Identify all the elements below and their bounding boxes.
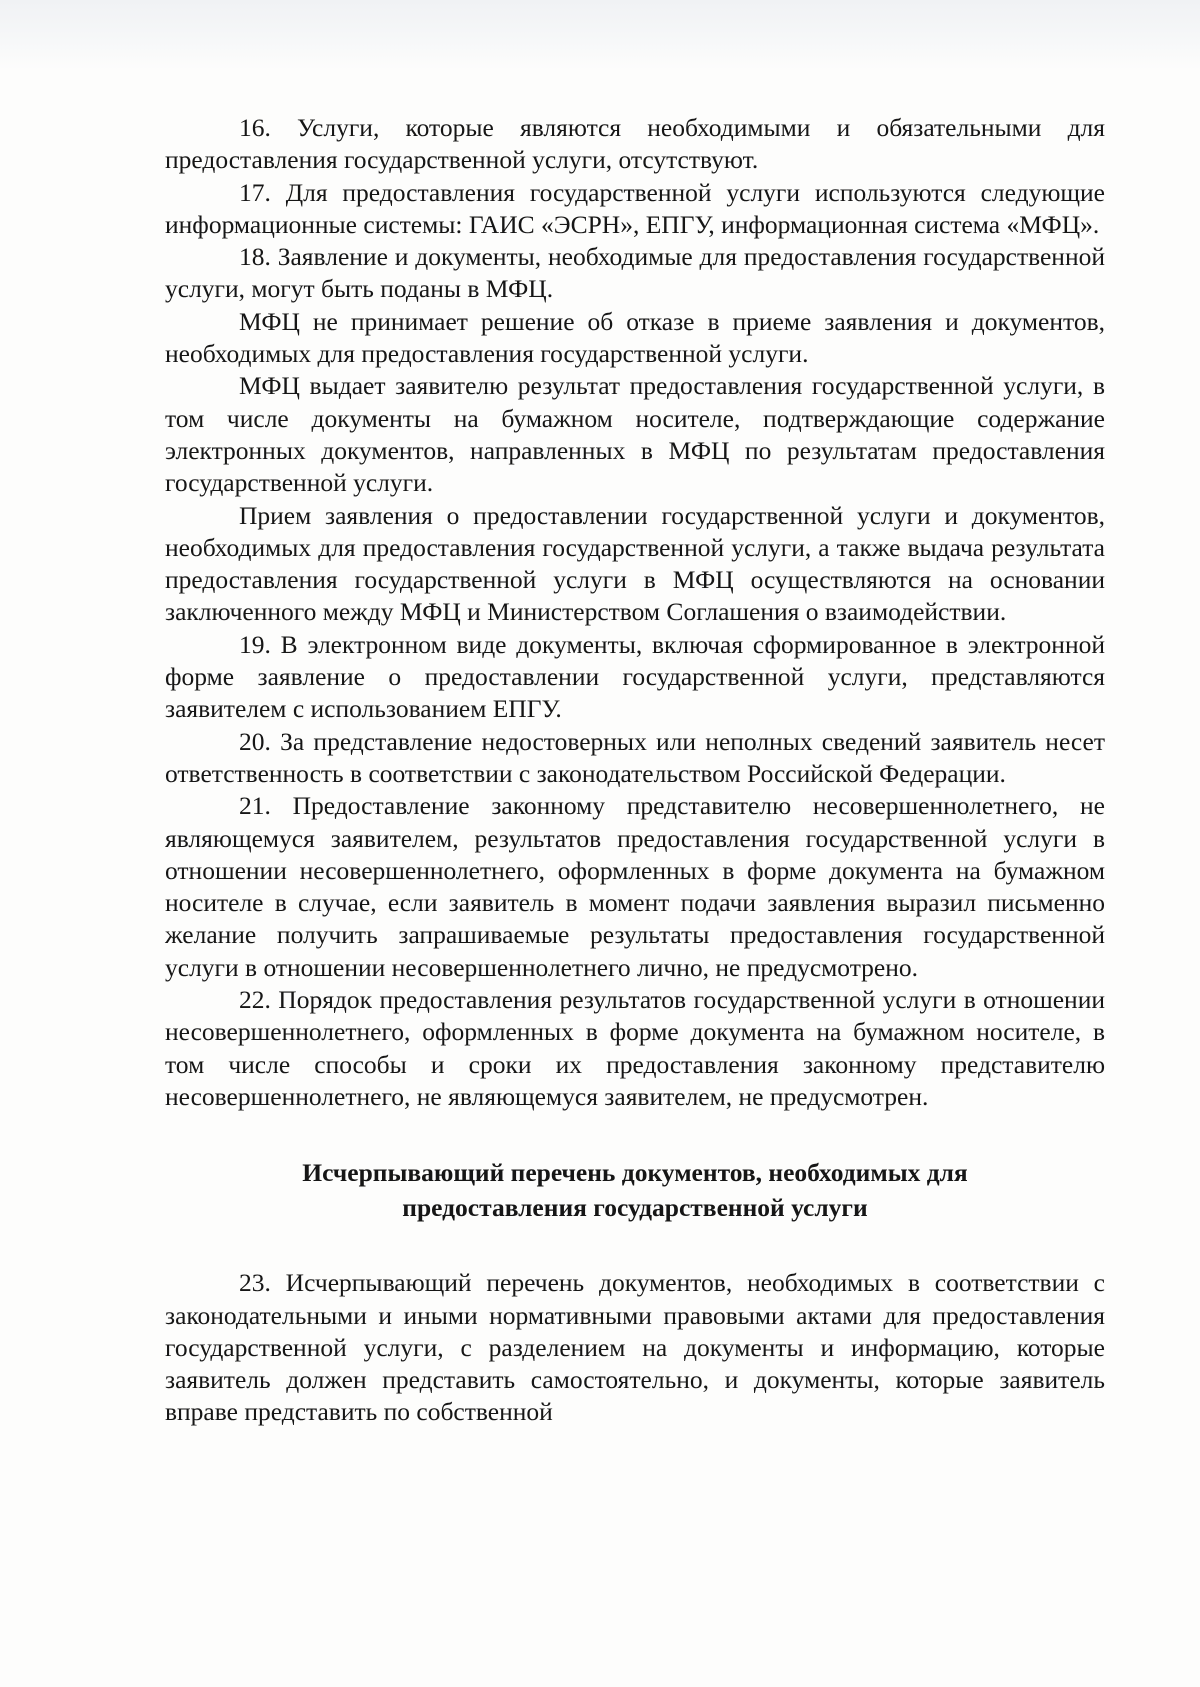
paragraph-mfc-issues-result: МФЦ выдает заявителю результат предоставления государственной услуги, в том числе документы на бумажном носителе, подтверждающие содержание электронных документов, направленных в МФЦ по результатам предоставления государственной услуги.: [165, 371, 1105, 498]
paragraph-mfc-agreement: Прием заявления о предоставлении государственной услуги и документов, необходимых для предоставления государственной услуги, а также выдача результата предоставления государственной услуги в МФЦ осуществляются на основании заключенного между МФЦ и Министерством Соглашения о взаимодействии.: [165, 500, 1105, 627]
paragraph-22: 22. Порядок предоставления результатов государственной услуги в отношении несовершеннолетнего, оформленных в форме документа на бумажном носителе, в том числе способы и сроки их предоставления законному представителю несовершеннолетнего, не являющемуся заявителем, не предусмотрен.: [165, 985, 1105, 1111]
paragraph-21: 21. Предоставление законному представителю несовершеннолетнего, не являющемуся заявителем, результатов предоставления государственной услуги в отношении несовершеннолетнего, оформленных в форме документа на бумажном носителе в случае, если заявитель в момент подачи заявления выразил письменно желание получить запрашиваемые результаты предоставления государственной услуги в отношении несовершеннолетнего лично, не предусмотрено.: [165, 791, 1105, 982]
scan-edge-shadow: [0, 0, 1200, 70]
paragraph-mfc-no-refusal: МФЦ не принимает решение об отказе в приеме заявления и документов, необходимых для предоставления государственной услуги.: [165, 306, 1105, 369]
paragraph-16: 16. Услуги, которые являются необходимыми и обязательными для предоставления государственной услуги, отсутствуют.: [165, 113, 1105, 175]
section-heading: [165, 1155, 1105, 1225]
paragraph-20: 20. За представление недостоверных или неполных сведений заявитель несет ответственность в соответствии с законодательством Российской Федерации.: [165, 726, 1105, 788]
paragraph-23: 23. Исчерпывающий перечень документов, необходимых в соответствии с законодательными и иными нормативными правовыми актами для предоставления государственной услуги, с разделением на документы и информацию, которые заявитель должен представить самостоятельно, и документы, которые заявитель вправе представить по собственной: [165, 1268, 1105, 1427]
document-body: [165, 112, 1105, 1429]
section-heading-line-1: Исчерпывающий перечень документов, необходимых для: [302, 1158, 968, 1188]
paragraph-19: 19. В электронном виде документы, включая сформированное в электронной форме заявление о предоставлении государственной услуги, представляются заявителем с использованием ЕПГУ.: [165, 629, 1105, 724]
section-heading-line-2: предоставления государственной услуги: [402, 1193, 868, 1223]
paragraph-17: 17. Для предоставления государственной услуги используются следующие информационные системы: ГАИС «ЭСРН», ЕПГУ, информационная система «МФЦ».: [165, 177, 1105, 239]
paragraph-18: 18. Заявление и документы, необходимые для предоставления государственной услуги, могут быть поданы в МФЦ.: [165, 242, 1105, 304]
